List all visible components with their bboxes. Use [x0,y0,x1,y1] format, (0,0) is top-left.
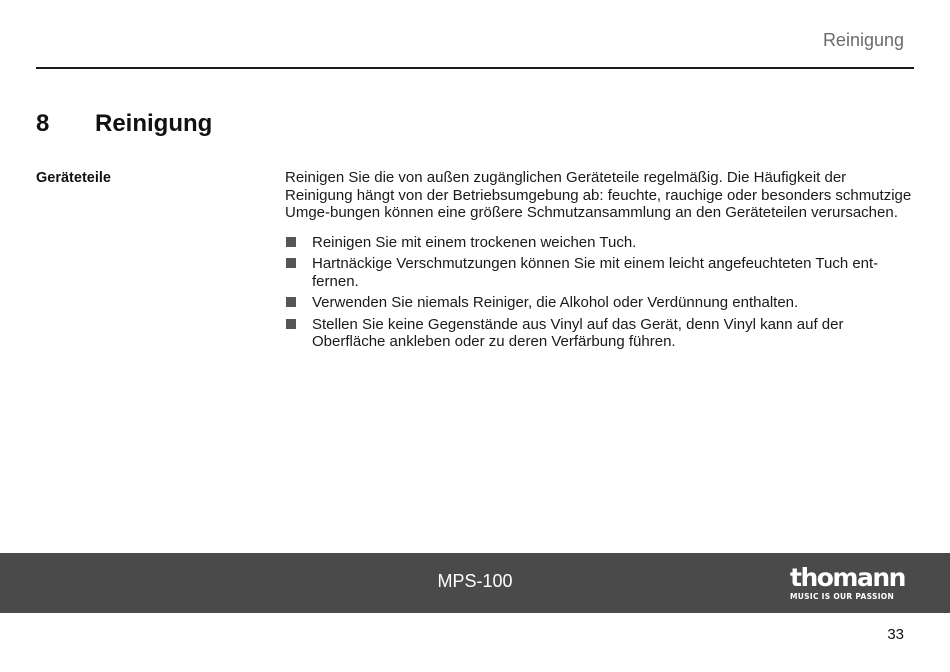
page-number: 33 [887,626,904,643]
model-name: MPS-100 [437,571,513,591]
logo-tagline: MUSIC IS OUR PASSION [790,592,895,601]
square-bullet-icon [286,297,296,307]
list-item-text: Hartnäckige Verschmutzungen können Sie mit einem leicht angefeuchteten Tuch ent-fernen. [312,255,879,290]
square-bullet-icon [286,319,296,329]
chapter-heading [36,110,212,138]
header-rule [36,67,914,69]
intro-paragraph: Reinigen Sie die von außen zugänglichen Geräteteile regelmäßig. Die Häufigkeit der Reinigung hängt von der Betriebsumgebung ab: feuchte, rauchige oder besonders schmutzige Umge-bungen können eine größere Schmutzansammlung an den Geräteteilen verursachen. [285,169,912,221]
chapter-number: 8 [36,110,50,137]
square-bullet-icon [286,258,296,268]
section-label: Geräteteile [36,170,111,186]
list-item [285,234,915,252]
logo-wordmark: thomann [790,563,905,592]
bullet-list [285,234,915,351]
thomann-logo [790,565,908,601]
list-item-text: Stellen Sie keine Gegenstände aus Vinyl auf das Gerät, denn Vinyl kann auf der Oberfläche ankleben oder zu deren Verfärbung führen. [312,315,844,350]
list-item-text: Reinigen Sie mit einem trockenen weichen Tuch. [312,233,637,251]
chapter-title: Reinigung [95,110,213,137]
list-item [285,316,915,351]
list-item [285,294,915,312]
list-item-text: Verwenden Sie niemals Reiniger, die Alkohol oder Verdünnung enthalten. [312,294,799,311]
footer-bar [0,553,950,613]
section-body [285,169,915,355]
square-bullet-icon [286,237,296,247]
header-title: Reinigung [822,30,904,50]
list-item [285,255,915,290]
